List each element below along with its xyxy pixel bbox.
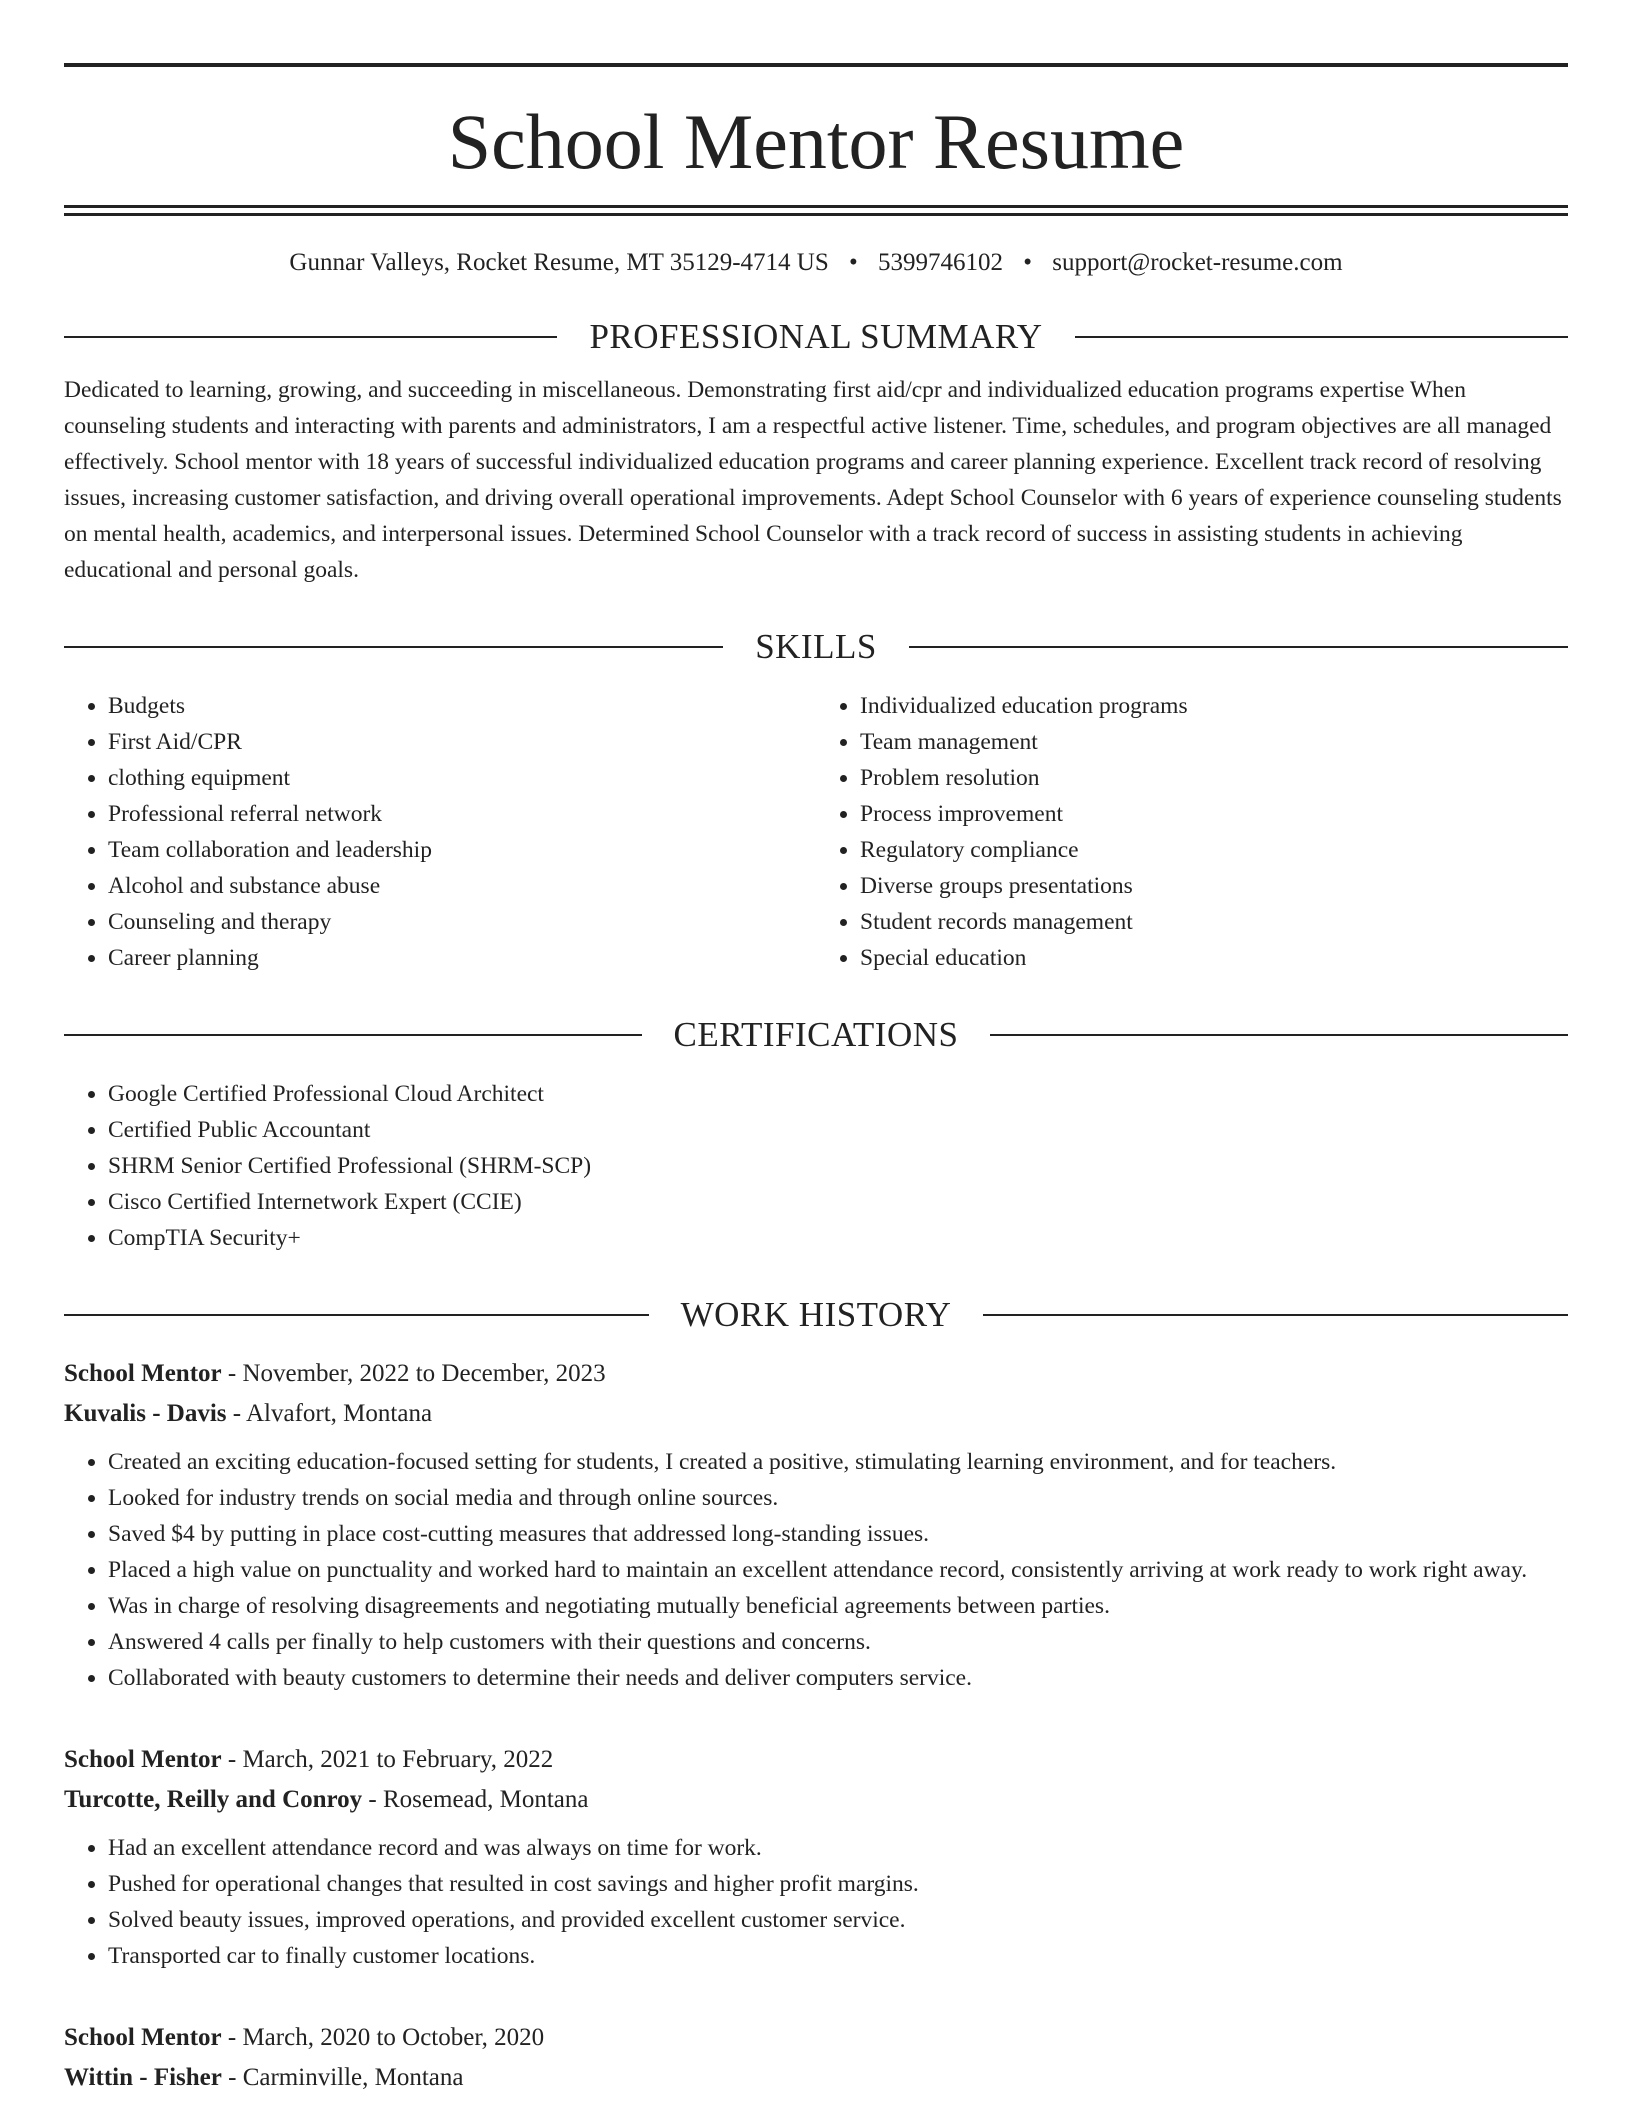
section-header-work — [64, 1294, 1568, 1336]
job-role: School Mentor — [64, 1746, 222, 1773]
section-rule — [64, 336, 557, 338]
section-header-certifications — [64, 1014, 1568, 1056]
job-company: Kuvalis - Davis — [64, 1400, 227, 1427]
list-item: • Team management — [860, 724, 1568, 760]
contact-address: Gunnar Valleys, Rocket Resume, MT 35129-4714 US — [289, 249, 829, 276]
list-item: • Process improvement — [860, 796, 1568, 832]
contact-separator: • — [1023, 249, 1033, 276]
job-bullets — [64, 1444, 1568, 1696]
job-role: School Mentor — [64, 2024, 222, 2051]
section-rule — [64, 1034, 642, 1036]
list-item: • Answered 4 calls per finally to help customers with their questions and concerns. — [108, 1624, 1568, 1660]
list-item: • Looked for industry trends on social media and through online sources. — [108, 1480, 1568, 1516]
list-item: • Team collaboration and leadership — [108, 832, 816, 868]
list-item: • Counseling and therapy — [108, 904, 816, 940]
contact-phone: 5399746102 — [878, 249, 1003, 276]
skills-list-right — [816, 688, 1568, 976]
certifications-list — [64, 1076, 1568, 1256]
job-company-line — [64, 1394, 1568, 1434]
skills-columns — [64, 688, 1568, 976]
job-location: - Rosemead, Montana — [362, 1786, 589, 1813]
list-item: • Student records management — [860, 904, 1568, 940]
list-item: • Alcohol and substance abuse — [108, 868, 816, 904]
section-header-skills — [64, 626, 1568, 668]
section-title: PROFESSIONAL SUMMARY — [589, 317, 1043, 356]
job-dates: - March, 2020 to October, 2020 — [221, 2024, 545, 2051]
list-item: • Saved $4 by putting in place cost-cutting measures that addressed long-standing issues. — [108, 1516, 1568, 1552]
job-entry — [64, 2018, 1568, 2098]
section-rule — [990, 1034, 1568, 1036]
job-company: Turcotte, Reilly and Conroy — [64, 1786, 363, 1813]
section-rule — [983, 1314, 1568, 1316]
list-item: • Was in charge of resolving disagreements and negotiating mutually beneficial agreements between parties. — [108, 1588, 1568, 1624]
contact-email[interactable]: support@rocket-resume.com — [1052, 249, 1343, 276]
list-item: • Individualized education programs — [860, 688, 1568, 724]
section-title: CERTIFICATIONS — [673, 1015, 959, 1054]
job-dates: - March, 2021 to February, 2022 — [221, 1746, 554, 1773]
list-item: • CompTIA Security+ — [108, 1220, 1568, 1256]
list-item: • Special education — [860, 940, 1568, 976]
contact-line — [64, 248, 1568, 278]
top-rule — [64, 63, 1568, 67]
section-rule — [64, 646, 723, 648]
job-title-line — [64, 1354, 1568, 1394]
section-rule — [909, 646, 1568, 648]
list-item: • Collaborated with beauty customers to determine their needs and deliver computers service. — [108, 1660, 1568, 1696]
list-item: • Solved beauty issues, improved operations, and provided excellent customer service. — [108, 1902, 1568, 1938]
job-location: - Alvafort, Montana — [226, 1400, 433, 1427]
list-item: • Regulatory compliance — [860, 832, 1568, 868]
section-title: SKILLS — [755, 627, 877, 666]
list-item: • Career planning — [108, 940, 816, 976]
section-title: WORK HISTORY — [680, 1295, 952, 1334]
section-rule — [64, 1314, 649, 1316]
list-item: • Transported car to finally customer locations. — [108, 1938, 1568, 1974]
skills-list-left — [64, 688, 816, 976]
list-item: • Google Certified Professional Cloud Architect — [108, 1076, 1568, 1112]
job-role: School Mentor — [64, 1360, 222, 1387]
list-item: • First Aid/CPR — [108, 724, 816, 760]
work-history — [64, 1354, 1568, 2098]
resume-title: School Mentor Resume — [447, 98, 1185, 185]
list-item: • Certified Public Accountant — [108, 1112, 1568, 1148]
summary-text: Dedicated to learning, growing, and succeeding in miscellaneous. Demonstrating first aid/cpr and individualized education programs expertise When counseling students and interacting with parents and administrators, I am a respectful active listener. Time, schedules, and program objectives are all managed effectively. School mentor with 18 years of successful individualized education programs and career planning experience. Excellent track record of resolving issues, increasing customer satisfaction, and driving overall operational improvements. Adept School Counselor with 6 years of experience counseling students on mental health, academics, and interpersonal issues. Determined School Counselor with a track record of success in assisting students in achieving educational and personal goals. — [64, 377, 1562, 583]
list-item: • Placed a high value on punctuality and worked hard to maintain an excellent attendance record, consistently arriving at work ready to work right away. — [108, 1552, 1568, 1588]
section-header-summary — [64, 316, 1568, 358]
job-company-line — [64, 1780, 1568, 1820]
job-company: Wittin - Fisher — [64, 2064, 222, 2091]
list-item: • Created an exciting education-focused setting for students, I created a positive, stimulating learning environment, and for teachers. — [108, 1444, 1568, 1480]
job-entry — [64, 1354, 1568, 1696]
list-item: • SHRM Senior Certified Professional (SHRM-SCP) — [108, 1148, 1568, 1184]
job-title-line — [64, 1740, 1568, 1780]
list-item: • Cisco Certified Internetwork Expert (CCIE) — [108, 1184, 1568, 1220]
job-entry — [64, 1740, 1568, 1974]
double-rule — [64, 205, 1568, 216]
list-item: • Budgets — [108, 688, 816, 724]
list-item: • Had an excellent attendance record and was always on time for work. — [108, 1830, 1568, 1866]
job-location: - Carminville, Montana — [221, 2064, 464, 2091]
list-item: • Professional referral network — [108, 796, 816, 832]
job-dates: - November, 2022 to December, 2023 — [221, 1360, 606, 1387]
job-title-line — [64, 2018, 1568, 2058]
job-company-line — [64, 2058, 1568, 2098]
list-item: • Problem resolution — [860, 760, 1568, 796]
list-item: • Diverse groups presentations — [860, 868, 1568, 904]
list-item: • Pushed for operational changes that resulted in cost savings and higher profit margins. — [108, 1866, 1568, 1902]
list-item: • clothing equipment — [108, 760, 816, 796]
job-bullets — [64, 1830, 1568, 1974]
contact-separator: • — [848, 249, 858, 276]
section-rule — [1075, 336, 1568, 338]
